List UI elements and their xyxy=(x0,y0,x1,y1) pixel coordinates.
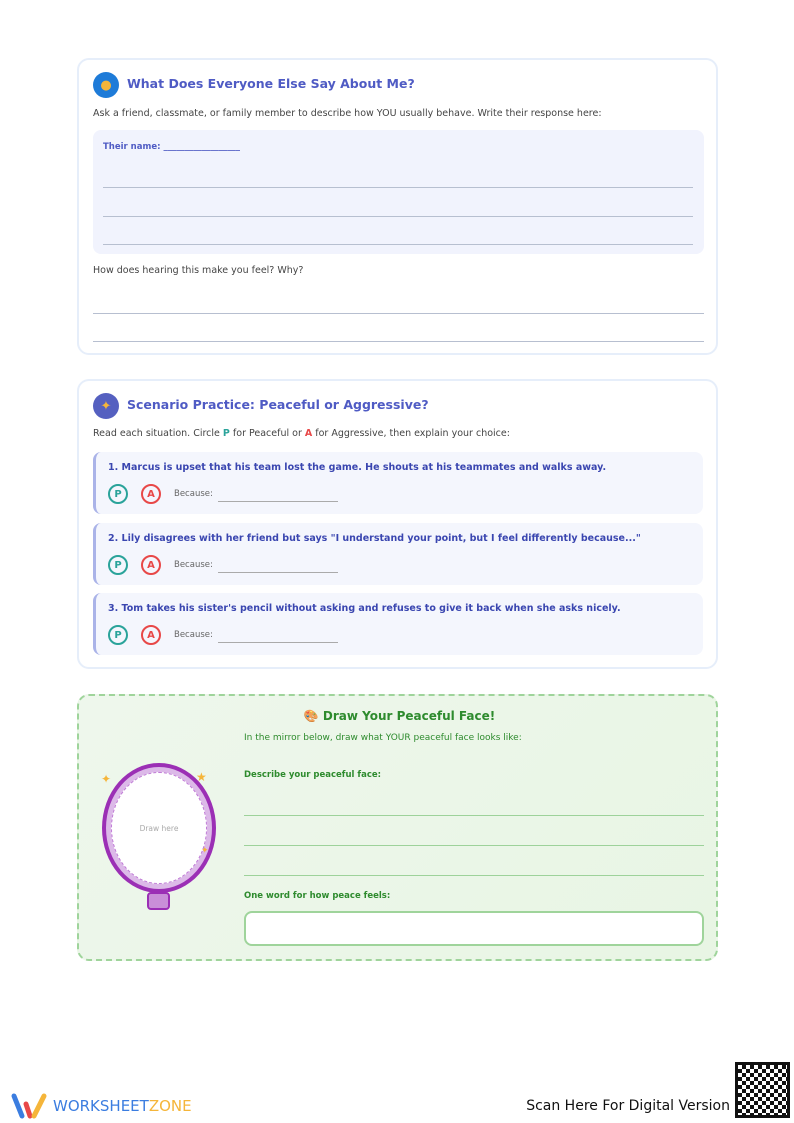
describe-label: Describe your peaceful face: xyxy=(244,770,382,780)
one-word-input[interactable] xyxy=(244,911,704,946)
scenario-text: 2. Lily disagrees with her friend but says "I understand your point, but I feel differently because..." xyxy=(108,533,641,544)
brand-text: WORKSHEET xyxy=(53,1097,149,1115)
writing-line xyxy=(103,187,693,188)
ear-icon: ● xyxy=(93,72,119,98)
instruction: In the mirror below, draw what YOUR peaceful face looks like: xyxy=(244,733,522,743)
scenario-text: 1. Marcus is upset that his team lost the game. He shouts at his teammates and walks away. xyxy=(108,462,607,473)
peaceful-option[interactable]: P xyxy=(108,625,128,645)
because-line[interactable] xyxy=(218,501,338,502)
writing-line xyxy=(103,244,693,245)
peaceful-option[interactable]: P xyxy=(108,484,128,504)
feedback-card xyxy=(77,58,718,355)
scenario-text: 3. Tom takes his sister's pencil without asking and refuses to give it back when she asks nicely. xyxy=(108,603,621,614)
peaceful-option[interactable]: P xyxy=(108,555,128,575)
because-label: Because: xyxy=(174,560,213,570)
instruction xyxy=(93,428,510,439)
a-letter: A xyxy=(304,428,313,439)
writing-line xyxy=(103,216,693,217)
star-icon: ★ xyxy=(196,770,207,784)
draw-here-label: Draw here xyxy=(139,823,179,833)
section-title: 🎨 Draw Your Peaceful Face! xyxy=(303,709,496,723)
one-word-label: One word for how peace feels: xyxy=(244,891,391,901)
because-label: Because: xyxy=(174,630,213,640)
their-name-label: Their name: __________________ xyxy=(103,142,240,152)
sparkle-icon: ✦ xyxy=(201,846,209,856)
logo-icon xyxy=(10,1092,48,1120)
worksheetzone-logo xyxy=(10,1092,192,1120)
because-line[interactable] xyxy=(218,642,338,643)
people-icon: ✦ xyxy=(93,393,119,419)
scenario-item xyxy=(93,523,703,585)
because-label: Because: xyxy=(174,489,213,499)
writing-line[interactable] xyxy=(93,341,704,342)
writing-line[interactable] xyxy=(244,875,704,876)
instruction-text: for Peaceful or xyxy=(229,428,305,439)
aggressive-option[interactable]: A xyxy=(141,625,161,645)
aggressive-option[interactable]: A xyxy=(141,484,161,504)
because-line[interactable] xyxy=(218,572,338,573)
writing-line[interactable] xyxy=(244,815,704,816)
scenario-card xyxy=(77,379,718,669)
mirror-drawing-area[interactable] xyxy=(111,772,207,884)
instruction-text: Read each situation. Circle xyxy=(93,428,223,439)
instruction: Ask a friend, classmate, or family member to describe how YOU usually behave. Write their response here: xyxy=(93,108,602,119)
scenario-item xyxy=(93,593,703,655)
writing-line[interactable] xyxy=(93,313,704,314)
scan-text: Scan Here For Digital Version xyxy=(526,1098,730,1114)
aggressive-option[interactable]: A xyxy=(141,555,161,575)
draw-card xyxy=(77,694,718,961)
scenario-item xyxy=(93,452,703,514)
mirror-handle xyxy=(147,892,170,910)
section-title: What Does Everyone Else Say About Me? xyxy=(127,76,415,91)
sparkle-icon: ✦ xyxy=(101,772,112,786)
brand-text: ZONE xyxy=(148,1097,192,1115)
response-box[interactable] xyxy=(93,130,704,254)
feel-question: How does hearing this make you feel? Why? xyxy=(93,265,304,276)
qr-code[interactable] xyxy=(735,1062,790,1118)
section-title: Scenario Practice: Peaceful or Aggressive? xyxy=(127,397,429,412)
writing-line[interactable] xyxy=(244,845,704,846)
instruction-text: for Aggressive, then explain your choice: xyxy=(312,428,510,439)
p-letter: P xyxy=(222,428,230,439)
